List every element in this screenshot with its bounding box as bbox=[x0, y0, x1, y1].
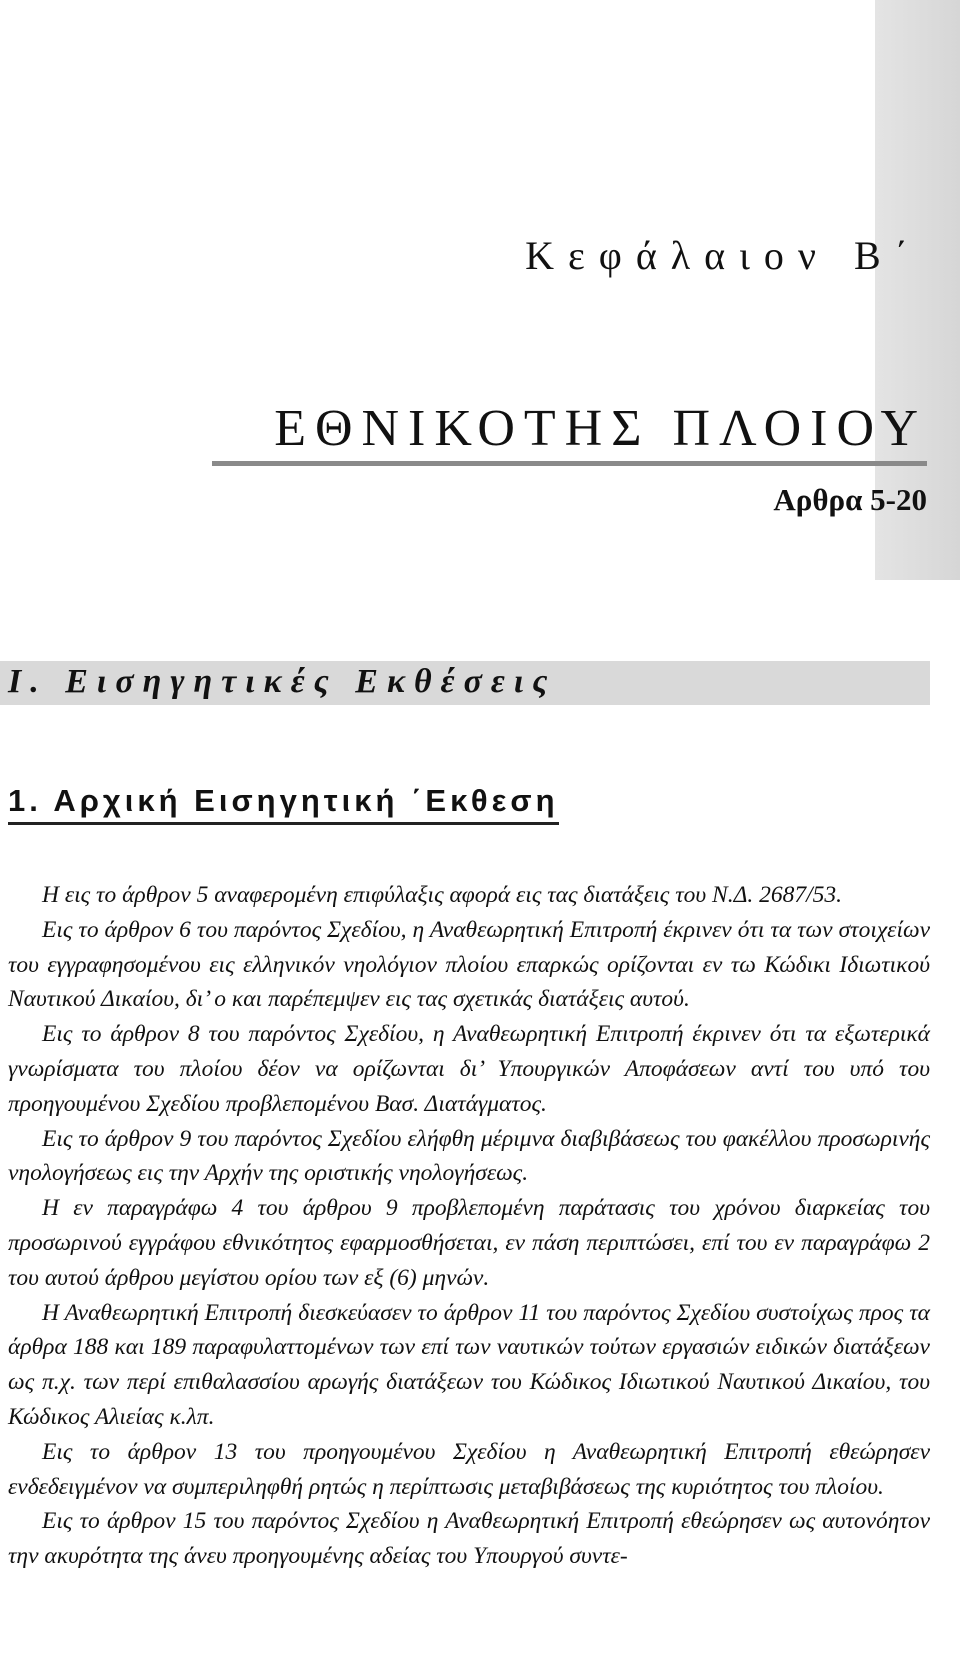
paragraph: Η Αναθεωρητική Επιτροπή διεσκεύασεν το άρθρον 11 του παρόντος Σχεδίου συστοίχως προς τα άρθρα 188 και 189 παραφυλαττομένων των επί των ναυτικών τούτων εργασιών ειδικών διατάξεων ως π.χ. των περί επιθαλασσίου αρωγής διατάξεων του Κώδικος Ιδιωτικού Ναυτικού Δικαίου, του Κώδικος Αλιείας κ.λπ. bbox=[8, 1299, 930, 1430]
paragraph: Η εν παραγράφω 4 του άρθρου 9 προβλεπομένη παράτασις του χρόνου διαρκείας του προσωρινού εγγράφου εθνικότητος εφαρμοσθήσεται, εν πάση περιπτώσει, επί του εν παραγράφω 2 του αυτού άρθρου μεγίστου ορίου των εξ (6) μηνών. bbox=[8, 1195, 930, 1291]
articles-range: Αρθρα 5-20 bbox=[773, 482, 927, 517]
body-text bbox=[8, 878, 930, 1574]
paragraph: Εις το άρθρον 15 του παρόντος Σχεδίου η Αναθεωρητική Επιτροπή εθεώρησεν ως αυτονόητον την ακυρότητα της άνευ προηγουμένης αδείας του Υπουργού συντε- bbox=[8, 1508, 930, 1570]
chapter-title: Κεφάλαιον Β΄ bbox=[525, 233, 922, 278]
main-title: ΕΘΝΙΚΟΤΗΣ ΠΛΟΙΟΥ bbox=[274, 400, 927, 457]
paragraph: Η εις το άρθρον 5 αναφερομένη επιφύλαξις αφορά εις τας διατάξεις του Ν.Δ. 2687/53. bbox=[42, 882, 843, 908]
paragraph: Εις το άρθρον 6 του παρόντος Σχεδίου, η Αναθεωρητική Επιτροπή έκρινεν ότι τα των στοιχείων του εγγραφησομένου εις ελληνικόν νηολόγιον πλοίου επαρκώς ορίζονται εν τω Κώδικι Ιδιωτικού Ναυτικού Δικαίου, δι’ ο και παρέπεμψεν εις τας σχετικάς διατάξεις αυτού. bbox=[8, 916, 930, 1013]
paragraph: Εις το άρθρον 13 του προηγουμένου Σχεδίου η Αναθεωρητική Επιτροπή εθεώρησεν ενδεδειγμένον να συμπεριληφθή ρητώς η περίπτωσις μεταβιβάσεως της κυριότητος του πλοίου. bbox=[8, 1438, 930, 1500]
subsection-title: 1. Αρχική Εισηγητική ΄Εκθεση bbox=[8, 783, 559, 825]
paragraph: Εις το άρθρον 9 του παρόντος Σχεδίου ελήφθη μέριμνα διαβιβάσεως του φακέλλου προσωρινής νηολογήσεως εις την Αρχήν της οριστικής νηολογήσεως. bbox=[8, 1125, 930, 1187]
main-title-rule bbox=[212, 461, 927, 466]
section-title: Ι. Εισηγητικές Εκθέσεις bbox=[8, 663, 557, 700]
paragraph: Εις το άρθρον 8 του παρόντος Σχεδίου, η Αναθεωρητική Επιτροπή έκρινεν ότι τα εξωτερικά γνωρίσματα του πλοίου δέον να ορίζωνται δι’ Υπουργικών Αποφάσεων αντί του υπό του προηγουμένου Σχεδίου προβλεπομένου Βασ. Διατάγματος. bbox=[8, 1021, 930, 1117]
